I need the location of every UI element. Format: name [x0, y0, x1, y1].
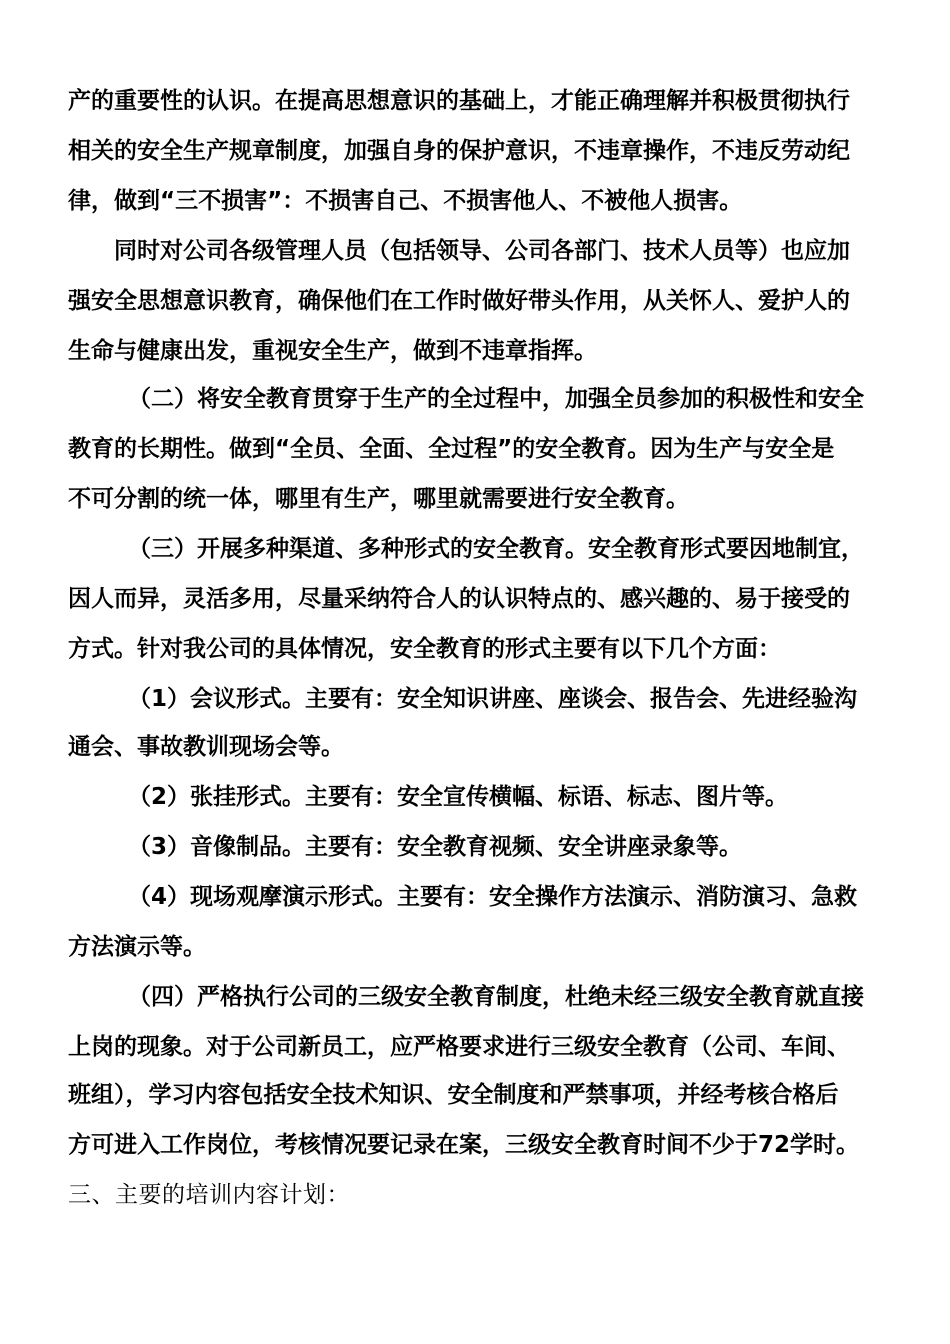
paragraph-line: 同时对公司各级管理人员（包括领导、公司各部门、技术人员等）也应加	[114, 238, 850, 264]
paragraph-line: 班组），学习内容包括安全技术知识、安全制度和严禁事项，并经考核合格后	[68, 1082, 839, 1108]
list-item-line: 通会、事故教训现场会等。	[68, 734, 344, 760]
paragraph-line: 上岗的现象。对于公司新员工，应严格要求进行三级安全教育（公司、车间、	[68, 1034, 850, 1060]
paragraph-line: 强安全思想意识教育，确保他们在工作时做好带头作用，从关怀人、爱护人的	[68, 288, 850, 314]
list-item-line: （3）音像制品。主要有：安全教育视频、安全讲座录象等。	[128, 834, 743, 860]
paragraph-line: 律，做到“三不损害”：不损害自己、不损害他人、不被他人损害。	[68, 188, 743, 214]
paragraph-line: （三）开展多种渠道、多种形式的安全教育。安全教育形式要因地制宜，	[128, 536, 864, 562]
list-item-line: （1）会议形式。主要有：安全知识讲座、座谈会、报告会、先进经验沟	[128, 686, 858, 712]
paragraph-line: （四）严格执行公司的三级安全教育制度，杜绝未经三级安全教育就直接	[128, 984, 864, 1010]
paragraph-line: 不可分割的统一体，哪里有生产，哪里就需要进行安全教育。	[68, 486, 689, 512]
paragraph-line: 产的重要性的认识。在提高思想意识的基础上，才能正确理解并积极贯彻执行	[68, 88, 850, 114]
paragraph-line: 方可进入工作岗位，考核情况要记录在案，三级安全教育时间不少于72学时。	[68, 1132, 860, 1158]
list-item-line: 方法演示等。	[68, 934, 206, 960]
paragraph-line: 因人而异，灵活多用，尽量采纳符合人的认识特点的、感兴趣的、易于接受的	[68, 586, 850, 612]
list-item-line: （4）现场观摩演示形式。主要有：安全操作方法演示、消防演习、急救	[128, 884, 858, 910]
section-heading: 三、主要的培训内容计划：	[68, 1182, 350, 1208]
paragraph-line: 方式。针对我公司的具体情况，安全教育的形式主要有以下几个方面：	[68, 636, 781, 662]
paragraph-line: 教育的长期性。做到“全员、全面、全过程”的安全教育。因为生产与安全是	[68, 436, 835, 462]
paragraph-line: 相关的安全生产规章制度，加强自身的保护意识，不违章操作，不违反劳动纪	[68, 138, 850, 164]
paragraph-line: （二）将安全教育贯穿于生产的全过程中，加强全员参加的积极性和安全	[128, 386, 864, 412]
paragraph-line: 生命与健康出发，重视安全生产，做到不违章指挥。	[68, 338, 597, 364]
list-item-line: （2）张挂形式。主要有：安全宣传横幅、标语、标志、图片等。	[128, 784, 789, 810]
